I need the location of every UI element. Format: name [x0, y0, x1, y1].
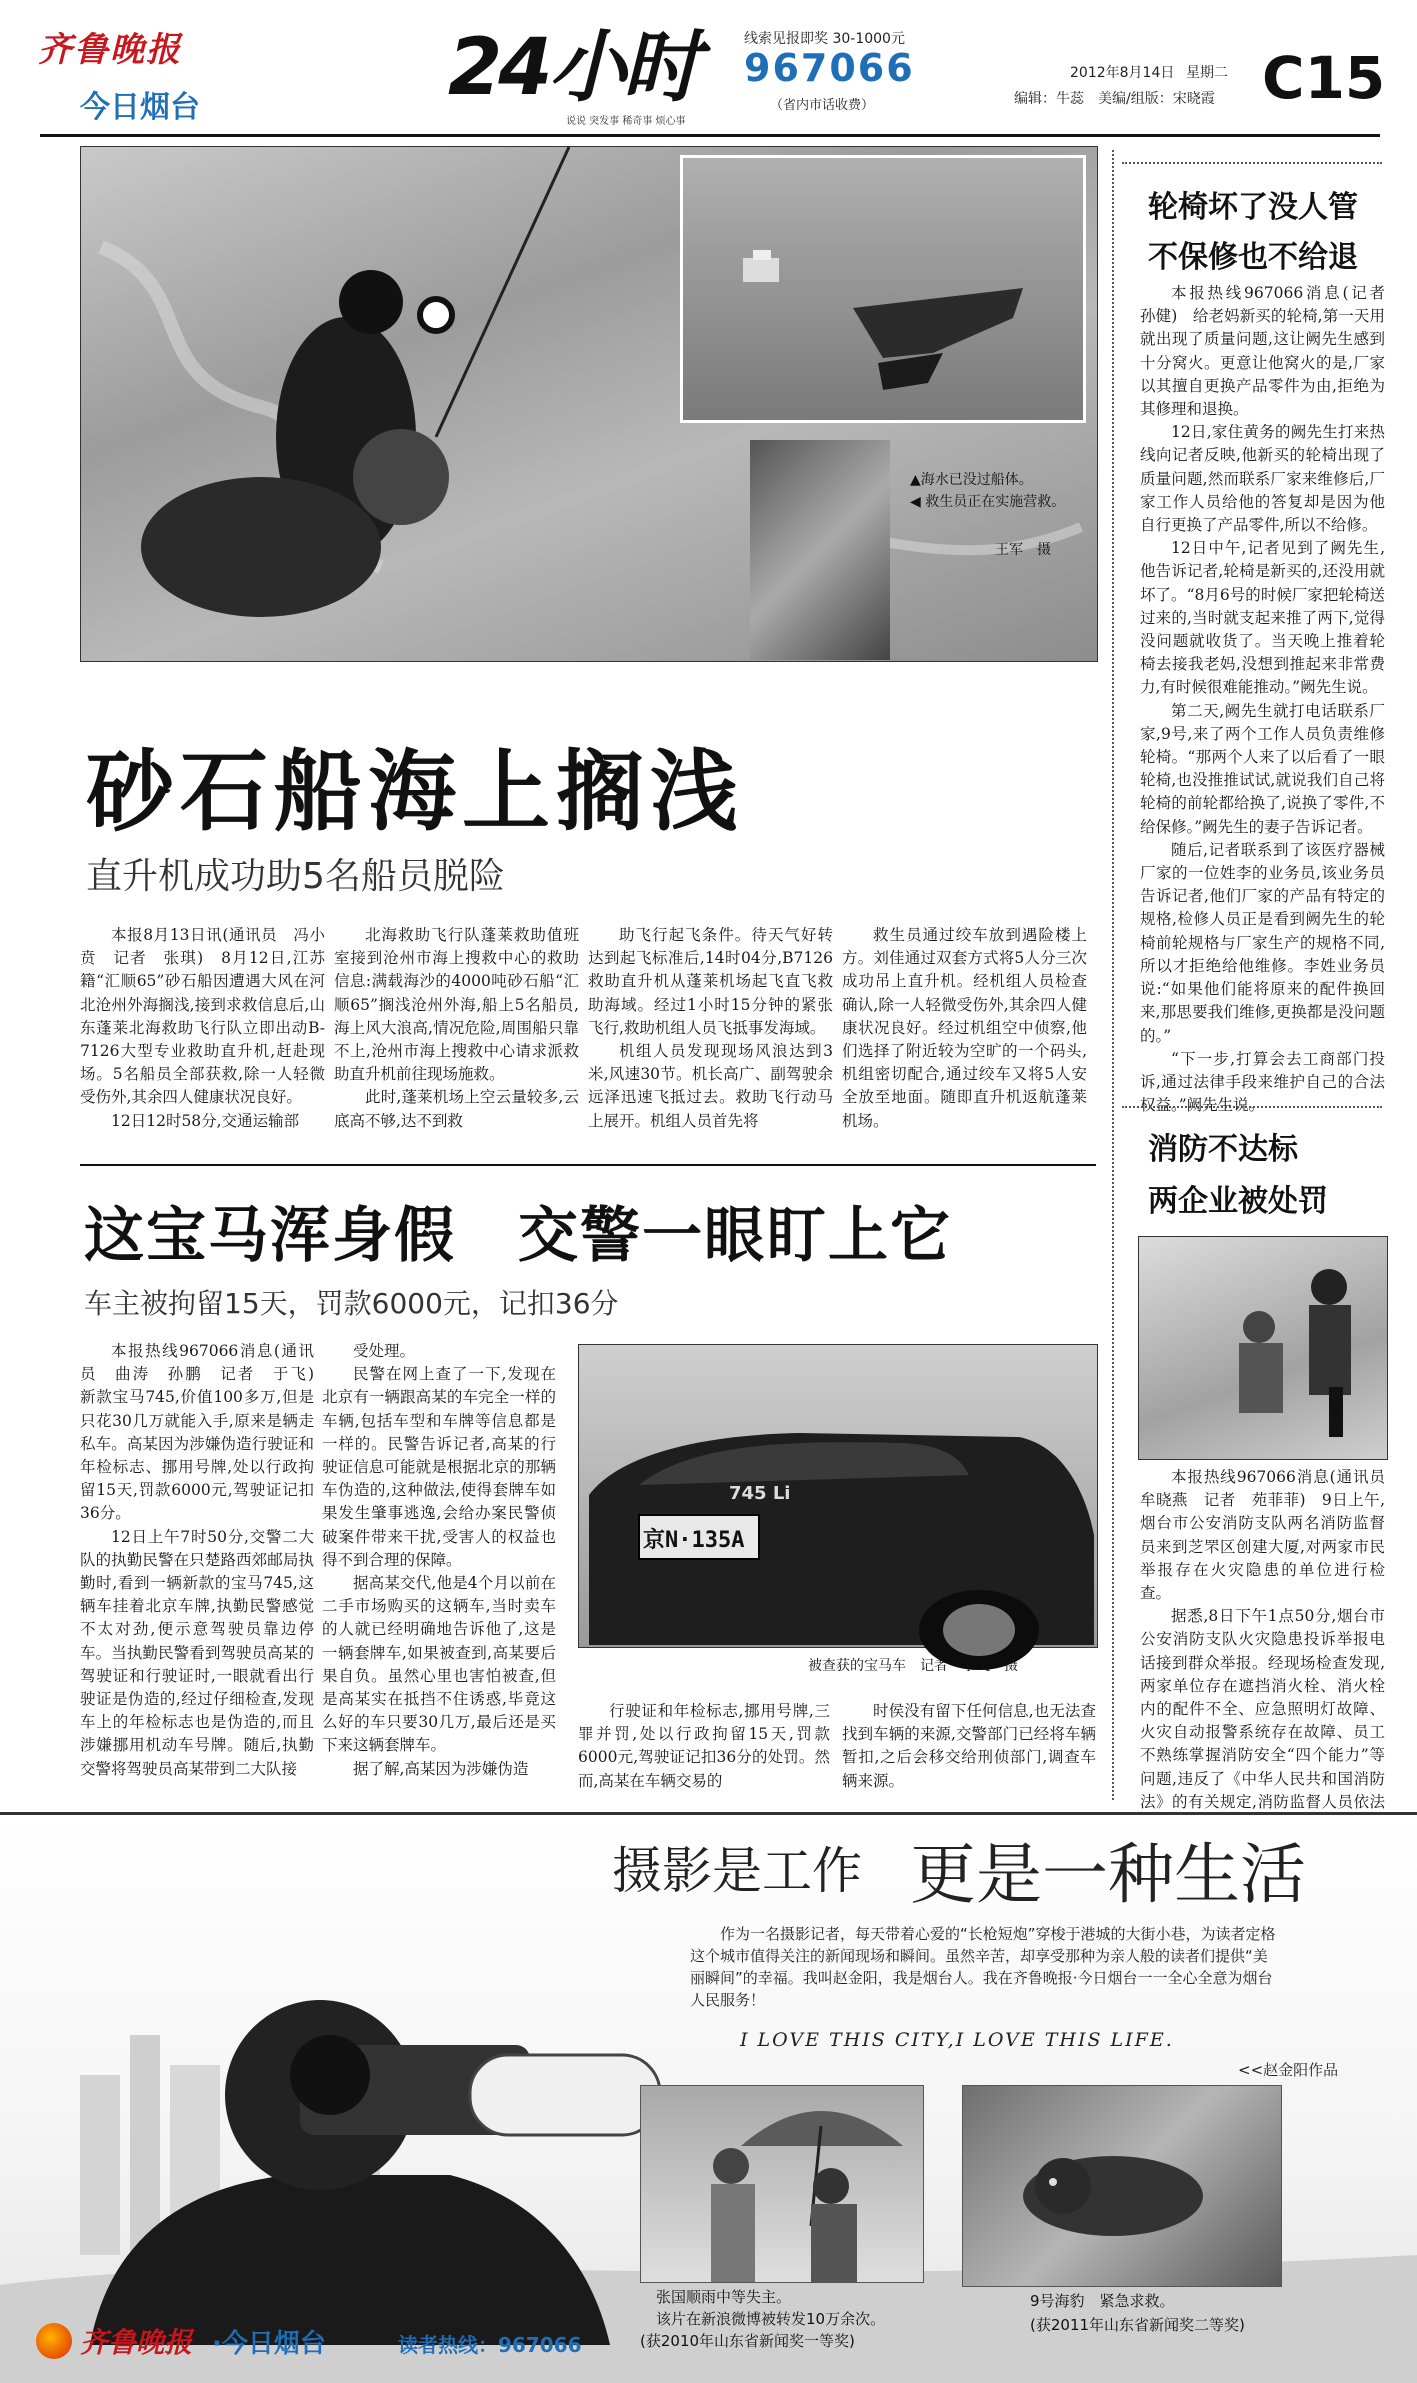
story2-headline: 这宝马浑身假 交警一眼盯上它	[84, 1201, 952, 1271]
paragraph: 第二天,阙先生就打电话联系厂家,9号,来了两个工作人员负责维修轮椅。“那两个人来了以后看了一眼轮椅,也没推推试试,就说我们自己将轮椅的前轮都给换了,说换了零件,不给保修。”阙先生的妻子告诉记者。	[1140, 701, 1385, 836]
photo-caption-1: ▲海水已没过船体。	[910, 472, 1033, 488]
photographer-portrait	[30, 1905, 670, 2345]
stranded-ship-illustration	[683, 158, 1083, 420]
fire-inspection-photo	[1138, 1236, 1388, 1460]
seal-caption-line1: 9号海豹 紧急求救。	[1030, 2292, 1175, 2310]
paragraph: 本报热线967066消息(通讯员 曲涛 孙鹏 记者 于飞) 新款宝马745,价值100多万,但是只花30几万就能入手,原来是辆走私车。高某因为涉嫌伪造行驶证和年检标志、挪用号牌,处以行政拘留15天,罚款6000元,驾驶证记扣36分。	[80, 1342, 330, 1523]
story1-bottom-rule	[80, 1164, 1096, 1166]
paragraph: 12日中午,记者见到了阙先生,他告诉记者,轮椅是新买的,还没用就坏了。“8月6号的时候厂家把轮椅送过来的,当时就支起来推了两下,觉得没问题就收货了。当天晚上推着轮椅去接我老妈,没想到推起来非常费力,有时候很难能推动。”阙先生说。	[1140, 539, 1385, 697]
paragraph: 据了解,高某因为涉嫌伪造	[353, 1759, 529, 1778]
paper-logo: 齐鲁晚报	[38, 30, 182, 70]
promo-title-a: 摄影是工作	[612, 1842, 862, 1900]
paragraph: 救生员通过绞车放到遇险楼上方。刘佳通过双套方式将5人分三次成功吊上直升机。经机组人员检查确认,除一人轻微受伤外,其余四人健康状况良好。经过机组空中侦察,他们选择了附近较为空旷的一个码头,机组密切配合,通过绞车又将5人安全放至地面。随即直升机返航蓬莱机场。	[842, 926, 1087, 1130]
editors-line: 编辑：牛蕊 美编/组版：宋晓霞	[1014, 91, 1215, 107]
photo-caption-2: ◀ 救生员正在实施营救。	[910, 494, 1066, 510]
edition-name: 今日烟台	[80, 90, 200, 125]
seal-illustration	[963, 2086, 1281, 2286]
stranded-ship-photo	[680, 155, 1086, 423]
story2-col4	[842, 1700, 1096, 1796]
bmw-car-illustration	[579, 1345, 1097, 1647]
paragraph: 本报8月13日讯(通讯员 冯小贲 记者 张琪) 8月12日,江苏籍“汇顺65”砂石船因遭遇大风在河北沧州外海搁浅,接到求救信息后,山东蓬莱北海救助飞行队立即出动B-7126大型专业救助直升机,赶赴现场。5名船员全部获救,除一人轻微受伤外,其余四人健康状况良好。	[80, 926, 325, 1107]
section-logo-tagline: 说说 突发事 稀奇事 烦心事	[566, 116, 686, 127]
paragraph: “下一步,打算会去工商部门投诉,通过法律手段来维护自己的合法权益。”阙先生说。	[1140, 1049, 1385, 1115]
promo-section	[0, 1815, 1417, 2383]
fire-inspection-illustration	[1139, 1237, 1387, 1459]
masthead	[0, 0, 1417, 135]
hotline-label: 线索见报即奖 30-1000元	[744, 31, 905, 47]
umbrella-caption-line2: 该片在新浪微博被转发10万余次。	[656, 2310, 886, 2328]
paragraph: 本报热线967066消息(记者 孙健) 给老妈新买的轮椅,第一天用就出现了质量问题,这让阙先生感到十分窝火。更意让他窝火的是,厂家以其擅自更换产品零件为由,拒绝为其修理和退换。	[1140, 284, 1401, 419]
model-badge: 745 Li	[729, 1483, 791, 1504]
promo-title-b: 更是一种生活	[910, 1836, 1306, 1913]
promo-motto: I LOVE THIS CITY,I LOVE THIS LIFE.	[740, 2029, 1174, 2051]
footer-edition: ·今日烟台	[212, 2329, 326, 2359]
paragraph: 据悉,8日下午1点50分,烟台市公安消防支队火灾隐患投诉举报电话接到群众举报。经现场检查发现,两家单位存在遮挡消火栓、消火栓内的配件不全、应急照明灯故障、火灾自动报警系统存在故障、员工不熟练掌握消防安全“四个能力”等问题,违反了《中华人民共和国消防法》的有关规定,消防监督人员依法	[1140, 1607, 1385, 1811]
footer-paper-name: 齐鲁晚报	[80, 2326, 193, 2359]
umbrella-illustration	[641, 2086, 923, 2282]
paragraph: 12日上午7时50分,交警二大队的执勤民警在只楚路西郊邮局执勤时,看到一辆新款的宝马745,这辆车挂着北京车牌,执勤民警感觉不太对劲,便示意驾驶员靠边停车。当执勤民警看到驾驶员高某的驾驶证和行驶证时,一眼就看出行驶证是伪造的,经过仔细检查,发现车上的年检标志也是伪造的,而且涉嫌挪用机动车号牌。随后,执勤交警将驾驶员高某带到二大队接	[80, 1527, 314, 1778]
story2-col2	[322, 1340, 556, 1796]
hotline-note: （省内市话收费）	[770, 98, 875, 113]
story1-col3	[588, 924, 833, 1152]
paragraph: 助飞行起飞条件。待天气好转达到起飞标准后,14时04分,B7126救助直升机从蓬莱机场起飞直飞救助海域。经过1小时15分钟的紧张飞行,救助机组人员飞抵事发海域。	[588, 926, 833, 1037]
footer-logo-mark	[36, 2323, 72, 2359]
seal-caption-line2: (获2011年山东省新闻奖二等奖)	[1030, 2316, 1245, 2334]
sidebar1-headline-line1: 轮椅坏了没人管	[1148, 190, 1358, 225]
sidebar1-body	[1140, 282, 1401, 1115]
paragraph: 此时,蓬莱机场上空云量较多,云底高不够,达不到救	[334, 1088, 579, 1130]
sidebar2-headline-line1: 消防不达标	[1148, 1132, 1298, 1167]
photographer-illustration	[30, 1905, 670, 2345]
sidebar1-headline-line2: 不保修也不给退	[1148, 240, 1358, 275]
paragraph: 北海救助飞行队蓬莱救助值班室接到沧州市海上搜救中心的救助信息:满载海沙的4000吨砂石船“汇顺65”搁浅沧州外海,船上5名船员,海上风大浪高,情况危险,周围船只靠不上,沧州市海上搜救中心请求派救助直升机前往现场施救。	[334, 926, 579, 1084]
bmw-photo-caption: 被查获的宝马车 记者 于飞 摄	[808, 1658, 1018, 1674]
story2-col3	[578, 1700, 830, 1796]
sidebar2-body	[1140, 1466, 1401, 1811]
paragraph: 本报热线967066消息(通讯员 牟晓燕 记者 苑菲菲) 9日上午,烟台市公安消防支队两名消防监督员来到芝罘区创建大厦,对两家市民举报存在火灾隐患的单位进行检查。	[1140, 1468, 1401, 1603]
issue-date: 2012年8月14日	[1070, 65, 1175, 81]
paragraph: 12日,家住黄务的阙先生打来热线向记者反映,他新买的轮椅出现了质量问题,然而联系厂家来维修后,厂家工作人员给他的答复却是因为他自行更换了产品零件,所以不给修。	[1140, 423, 1385, 535]
sidebar2-headline-line2: 两企业被处罚	[1148, 1184, 1328, 1219]
story2-col1	[80, 1340, 330, 1796]
seal-photo	[962, 2085, 1282, 2287]
paragraph: 12日12时58分,交通运输部	[111, 1111, 300, 1130]
story1-col2	[334, 924, 579, 1152]
paragraph: 民警在网上查了一下,发现在北京有一辆跟高某的车完全一样的车辆,包括车型和车牌等信息都是一样的。民警告诉记者,高某的行驶证信息可能就是根据北京的那辆车伪造的,这种做法,使得套牌车如果发生肇事逃逸,会给办案民警侦破案件带来干扰,受害人的权益也得不到合理的保障。	[322, 1365, 556, 1569]
sidebar-divider	[1112, 150, 1114, 1800]
photo-credit-1: 王军 摄	[995, 542, 1051, 558]
paragraph: 据高某交代,他是4个月以前在二手市场购买的这辆车,当时卖车的人就已经明确地告诉他了,这是一辆套牌车,如果被查到,高某要后果自负。虽然心里也害怕被查,但是高某实在抵挡不住诱惑,毕竟这么好的车只要30几万,最后还是买下来这辆套牌车。	[322, 1574, 556, 1755]
sidebar-top-dash	[1122, 162, 1382, 164]
sidebar-mid-dash	[1122, 1106, 1382, 1108]
story1-subhead: 直升机成功助5名船员脱险	[86, 856, 505, 897]
umbrella-photo	[640, 2085, 924, 2283]
page-number: C15	[1262, 44, 1386, 112]
story1-col4	[842, 924, 1087, 1152]
story2-subhead: 车主被拘留15天，罚款6000元，记扣36分	[84, 1287, 619, 1320]
umbrella-caption-line3: (获2010年山东省新闻奖一等奖)	[640, 2332, 855, 2350]
bmw-photo	[578, 1344, 1098, 1648]
story1-headline: 砂石船海上搁浅	[86, 740, 745, 843]
promo-byline: <<赵金阳作品	[1238, 2061, 1339, 2079]
footer-hotline: 读者热线：967066	[398, 2333, 582, 2357]
promo-intro: 作为一名摄影记者，每天带着心爱的“长枪短炮”穿梭于港城的大街小巷，为读者定格这个城市值得关注的新闻现场和瞬间。虽然辛苦，却享受那种为亲人般的读者们提供“美丽瞬间”的幸福。我叫赵金阳，我是烟台人。我在齐鲁晚报·今日烟台一一全心全意为烟台人民服务！	[690, 1925, 1276, 2009]
paragraph: 随后,记者联系到了该医疗器械厂家的一位姓李的业务员,该业务员告诉记者,他们厂家的产品有特定的规格,检修人员正是看到阙先生的轮椅前轮规格与厂家生产的规格不同,所以才拒绝给他维修。李姓业务员说:“如果他们能将原来的配件换回来,那思要我们维修,更换都是没问题的。”	[1140, 840, 1385, 1045]
umbrella-caption-line1: 张国顺雨中等失主。	[656, 2288, 792, 2306]
paragraph: 时侯没有留下任何信息,也无法查找到车辆的来源,交警部门已经将车辆暂扣,之后会移交给刑侦部门,调查车辆来源。	[842, 1702, 1096, 1790]
license-plate: 京N·135A	[643, 1528, 745, 1553]
paragraph: 受处理。	[353, 1342, 416, 1360]
vessel-deck-photo	[750, 440, 890, 660]
story1-col1	[80, 924, 325, 1152]
hotline-number: 967066	[744, 46, 915, 90]
masthead-rule	[40, 134, 1380, 137]
issue-weekday: 星期二	[1186, 65, 1228, 81]
section-logo: 24小时	[448, 23, 697, 113]
paragraph: 行驶证和年检标志,挪用号牌,三罪并罚,处以行政拘留15天,罚款6000元,驾驶证记扣36分的处罚。然而,高某在车辆交易的	[578, 1702, 830, 1790]
paragraph: 机组人员发现现场风浪达到3米,风速30节。机长高广、副驾驶余远泽迅速飞抵过去。救助飞行动马上展开。机组人员首先将	[588, 1042, 833, 1130]
